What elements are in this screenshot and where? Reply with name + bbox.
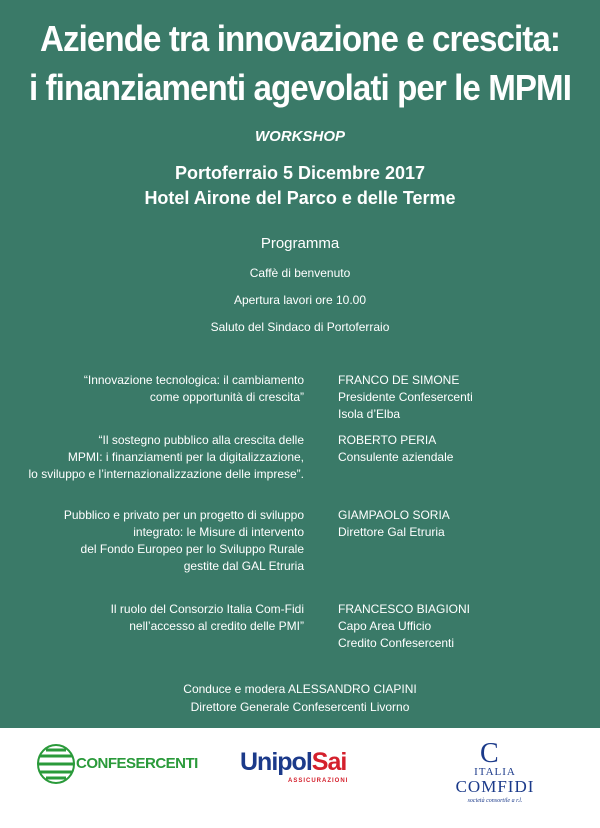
moderator-line: Conduce e modera ALESSANDRO CIAPINI [183,682,417,696]
event-venue: Hotel Airone del Parco e delle Terme [144,188,456,208]
session-talk: “Il sostegno pubblico alla crescita delle MPMI: i finanziamenti per la digitalizzazione, lo sviluppo e l’internazionalizzazione delle imprese”. [28,433,304,481]
unipolsai-wordmark: UnipolSai [240,748,347,776]
programma-item: Caffè di benvenuto [249,266,351,280]
comfidi-italia-text: ITALIA [474,766,516,778]
event-date-place: Portoferraio 5 Dicembre 2017 [174,163,426,183]
confesercenti-globe-icon [36,742,76,786]
session-speaker: FRANCO DE SIMONE Presidente Confesercenti Isola d’Elba [338,373,473,421]
confesercenti-logo [36,742,198,786]
comfidi-name-text: COMFIDI [455,777,535,796]
session-speaker: ROBERTO PERIA Consulente aziendale [338,433,454,464]
italia-comfidi-logo [440,736,550,816]
title-line-1: Aziende tra innovazione e crescita: [40,18,560,59]
session-speaker: FRANCESCO BIAGIONI Capo Area Ufficio Credito Confesercenti [338,602,471,650]
comfidi-subtitle: società consortile a r.l. [467,798,523,804]
title-line-2: i finanziamenti agevolati per le MPMI [28,67,571,108]
sponsor-logos [0,728,600,828]
programma-item: Saluto del Sindaco di Portoferraio [210,320,390,334]
session-talk: “Innovazione tecnologica: il cambiamento come opportunità di crescita” [83,373,304,404]
comfidi-c-mark: C [480,738,499,769]
session-speaker: GIAMPAOLO SORIA Direttore Gal Etruria [338,508,450,539]
programma-heading: Programma [260,235,340,252]
unipolsai-subtitle: ASSICURAZIONI [288,778,349,784]
workshop-label: WORKSHOP [255,128,345,145]
moderator-role: Direttore Generale Confesercenti Livorno [190,700,410,714]
session-talk: Il ruolo del Consorzio Italia Com-Fidi nell’accesso al credito delle PMI” [110,602,304,633]
confesercenti-wordmark: CONFESERCENTI [76,755,198,772]
unipolsai-logo [230,748,370,803]
programma-item: Apertura lavori ore 10.00 [233,293,367,307]
session-talk: Pubblico e privato per un progetto di sviluppo integrato: le Misure di intervento del Fondo Europeo per lo Sviluppo Rurale gestite dal GAL Etruria [63,508,304,573]
